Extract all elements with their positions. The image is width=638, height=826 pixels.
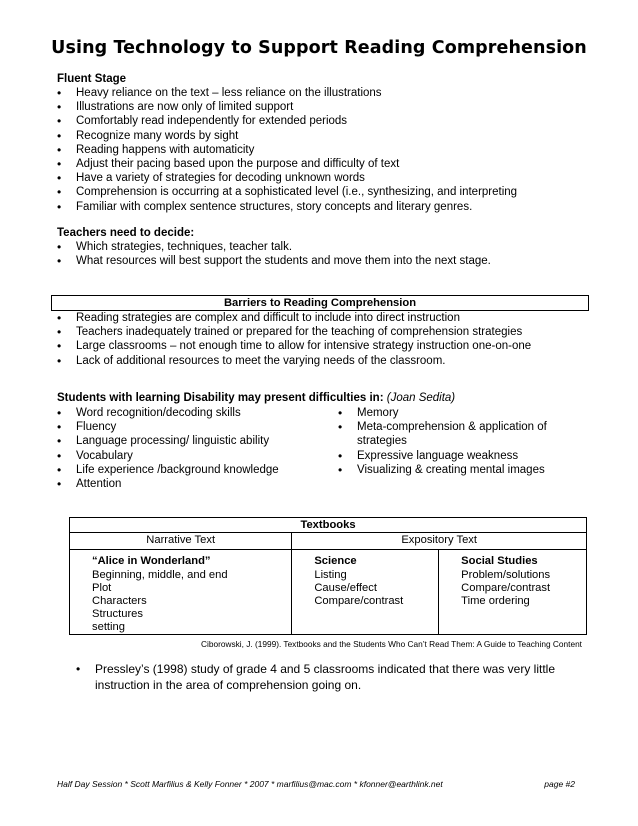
list-item: • Comfortably read independently for extended periods	[57, 114, 597, 128]
science-header: Science	[292, 550, 439, 569]
social-studies-header: Social Studies	[439, 550, 587, 569]
page-number: page #2	[544, 779, 575, 789]
teachers-section	[57, 226, 597, 268]
ld-heading: Students with learning Disability may present difficulties in:	[57, 392, 384, 404]
ld-left-list	[57, 406, 327, 491]
list-item: • Language processing/ linguistic ability	[57, 434, 327, 448]
science-items	[292, 568, 439, 635]
table-cell-item: Listing	[314, 569, 347, 581]
list-item: • Life experience /background knowledge	[57, 463, 327, 477]
list-item: • Memory	[338, 406, 578, 420]
table-cell-item: Plot	[92, 582, 112, 594]
table-cell-item: Cause/effect	[314, 582, 377, 594]
ld-source: (Joan Sedita)	[386, 392, 456, 404]
table-cell-item: Problem/solutions	[461, 569, 551, 581]
table-cell-item: Characters	[92, 595, 147, 607]
fluent-stage-section	[57, 72, 597, 214]
list-item: • Vocabulary	[57, 449, 327, 463]
page-title: Using Technology to Support Reading Comprehension	[51, 38, 587, 58]
table-cell-item: Compare/contrast	[461, 582, 551, 594]
ld-left-column	[57, 406, 327, 491]
table-cell-item: Time ordering	[461, 595, 530, 607]
list-item: • Adjust their pacing based upon the purpose and difficulty of text	[57, 157, 597, 171]
list-item: • Have a variety of strategies for decoding unknown words	[57, 171, 597, 185]
barriers-section	[57, 311, 597, 368]
fluent-stage-heading: Fluent Stage	[57, 73, 127, 85]
teachers-heading: Teachers need to decide:	[57, 227, 195, 239]
list-item: • Reading strategies are complex and difficult to include into direct instruction	[57, 311, 597, 325]
list-item: • Lack of additional resources to meet the varying needs of the classroom.	[57, 354, 597, 368]
list-item: • What resources will best support the students and move them into the next stage.	[57, 254, 597, 268]
textbooks-heading: Textbooks	[70, 518, 587, 533]
alice-items	[70, 568, 292, 635]
list-item: • Familiar with complex sentence structures, story concepts and literary genres.	[57, 200, 597, 214]
list-item: • Illustrations are now only of limited support	[57, 100, 597, 114]
ld-right-list	[338, 406, 578, 477]
list-item: • Comprehension is occurring at a sophisticated level (i.e., synthesizing, and interpreting	[57, 185, 597, 199]
ld-right-column	[338, 406, 578, 477]
list-item: • Meta-comprehension & application of strategies	[338, 420, 578, 448]
pressley-list	[76, 662, 556, 693]
table-cell-item: Beginning, middle, and end	[92, 569, 228, 581]
table-cell-item: setting	[92, 621, 125, 633]
list-item: • Heavy reliance on the text – less reliance on the illustrations	[57, 86, 597, 100]
list-item: • Visualizing & creating mental images	[338, 463, 578, 477]
fluent-stage-list	[57, 86, 597, 214]
social-studies-items	[439, 568, 587, 635]
list-item: • Pressley’s (1998) study of grade 4 and 5 classrooms indicated that there was very little instruction in the area of comprehension going on.	[76, 662, 556, 693]
teachers-list	[57, 240, 597, 268]
table-cell-item: Compare/contrast	[314, 595, 404, 607]
list-item: • Teachers inadequately trained or prepared for the teaching of comprehension strategies	[57, 325, 597, 339]
barriers-list	[57, 311, 597, 368]
list-item: • Expressive language weakness	[338, 449, 578, 463]
footer	[57, 779, 575, 789]
list-item: • Reading happens with automaticity	[57, 143, 597, 157]
expository-text-header: Expository Text	[292, 533, 587, 550]
footer-credits: Half Day Session * Scott Marfilius & Kelly Fonner * 2007 * marfilius@mac.com * kfonner@earthlink.net	[57, 779, 443, 789]
textbooks-table	[69, 517, 587, 635]
list-item: • Large classrooms – not enough time to allow for intensive strategy instruction one-on-one	[57, 339, 597, 353]
barriers-heading: Barriers to Reading Comprehension	[51, 295, 589, 311]
list-item: • Word recognition/decoding skills	[57, 406, 327, 420]
pressley-section	[76, 662, 556, 693]
textbooks-citation: Ciborowski, J. (1999). Textbooks and the Students Who Can’t Read Them: A Guide to Teaching Content	[201, 639, 582, 649]
list-item: • Attention	[57, 477, 327, 491]
list-item: • Fluency	[57, 420, 327, 434]
list-item: • Which strategies, techniques, teacher talk.	[57, 240, 597, 254]
ld-heading-line	[57, 391, 455, 405]
narrative-text-header: Narrative Text	[70, 533, 292, 550]
table-cell-item: Structures	[92, 608, 143, 620]
alice-header: “Alice in Wonderland”	[70, 550, 292, 569]
list-item: • Recognize many words by sight	[57, 129, 597, 143]
